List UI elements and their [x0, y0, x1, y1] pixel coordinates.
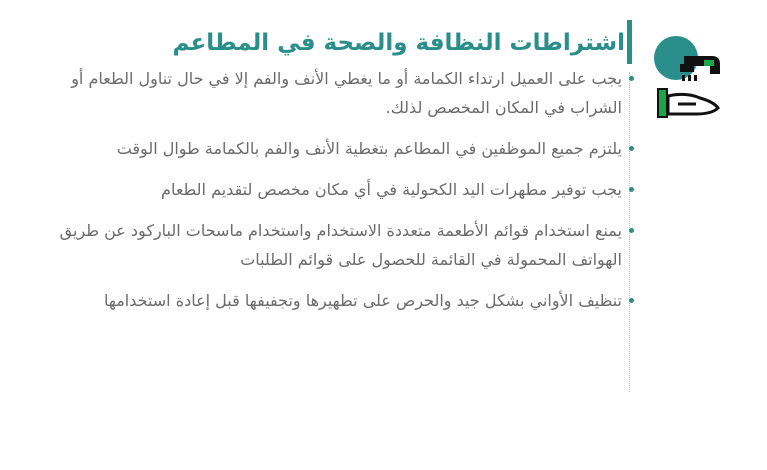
list-item [42, 64, 622, 122]
requirements-list [42, 64, 622, 327]
list-item-text: تنظيف الأواني بشكل جيد والحرص على تطهيرها وتجفيفها قبل إعادة استخدامها [103, 291, 622, 310]
bullet-icon [629, 298, 634, 303]
bullet-icon [629, 187, 634, 192]
list-item [42, 175, 622, 204]
bullet-icon [629, 146, 634, 151]
page-title: اشتراطات النظافة والصحة في المطاعم [172, 30, 625, 56]
bullet-icon [629, 228, 634, 233]
list-item-text: يمنع استخدام قوائم الأطعمة متعددة الاستخدام واستخدام ماسحات الباركود عن طريق الهواتف المحمولة في القائمة للحصول على قوائم الطلبات [59, 221, 622, 269]
list-item [42, 216, 622, 274]
list-item-text: يجب على العميل ارتداء الكمامة أو ما يغطي الأنف والفم إلا في حال تناول الطعام أو الشراب في المكان المخصص لذلك. [71, 69, 622, 117]
list-item [42, 134, 622, 163]
title-accent-bar [627, 20, 632, 64]
list-item [42, 286, 622, 315]
list-item-text: يجب توفير مطهرات اليد الكحولية في أي مكان مخصص لتقديم الطعام [161, 180, 622, 199]
hand-sanitizer-dispenser-icon [648, 34, 728, 124]
list-item-text: يلتزم جميع الموظفين في المطاعم بتغطية الأنف والفم بالكمامة طوال الوقت [116, 139, 622, 158]
bullet-icon [629, 76, 634, 81]
